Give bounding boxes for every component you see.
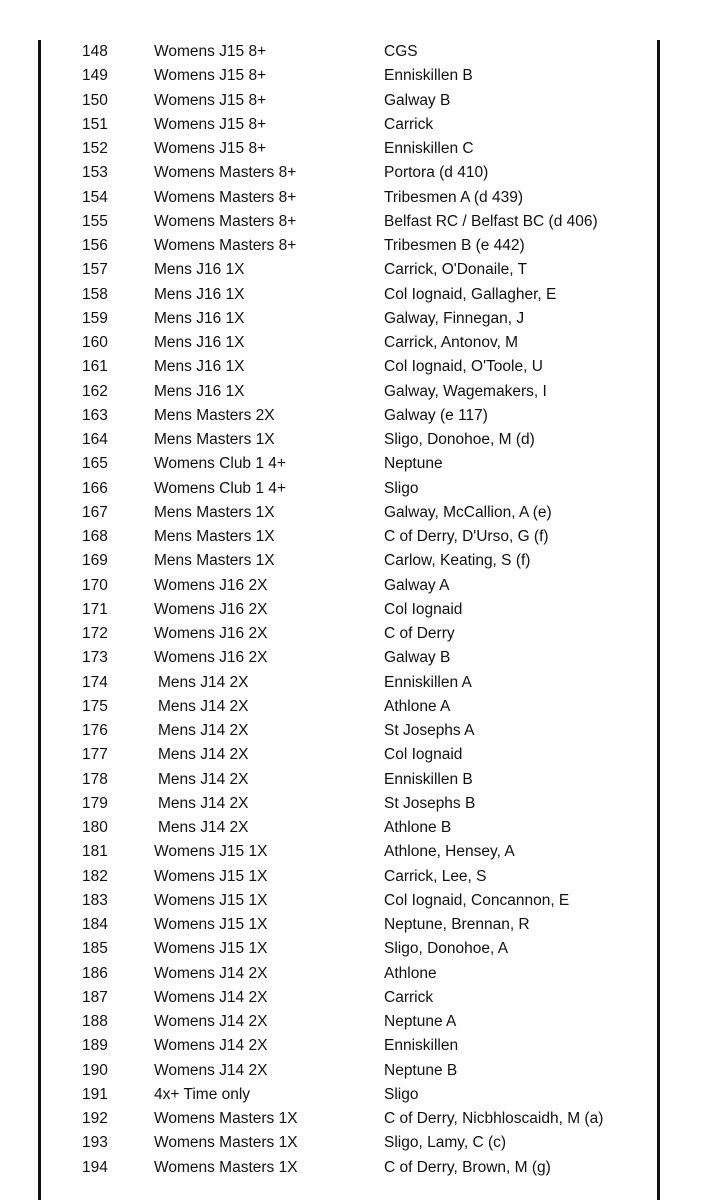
entry-event: Womens J16 2X [154, 576, 268, 594]
entry-row [0, 1010, 703, 1034]
entry-row [0, 840, 703, 864]
entry-row [0, 477, 703, 501]
entry-number: 170 [82, 576, 108, 594]
entry-event: Mens J14 2X [158, 770, 249, 788]
entry-event: Mens J14 2X [158, 819, 249, 836]
entry-event: Mens J14 2X [158, 697, 249, 715]
entry-number: 171 [82, 600, 108, 618]
entry-number: 166 [82, 479, 108, 497]
entry-number: 148 [82, 43, 108, 60]
entry-event: Womens Masters 8+ [154, 164, 297, 182]
entry-crew: Galway, McCallion, A (e) [384, 503, 552, 521]
entry-number: 169 [82, 552, 108, 570]
entry-crew: Enniskillen C [384, 140, 474, 157]
entry-crew: Tribesmen A (d 439) [384, 188, 523, 206]
entry-row [0, 186, 703, 210]
entry-event: Womens Masters 1X [154, 1134, 298, 1152]
entry-crew: Neptune [384, 455, 443, 473]
entry-event: Womens J15 1X [154, 867, 268, 885]
entry-event: Mens Masters 2X [154, 406, 275, 424]
entry-crew: Col Iognaid, Concannon, E [384, 891, 570, 909]
entry-event: Mens Masters 1X [154, 552, 275, 570]
entry-number: 149 [82, 67, 108, 85]
entry-number: 186 [82, 964, 108, 982]
entry-row [0, 137, 703, 161]
entry-row [0, 210, 703, 234]
entry-number: 167 [82, 503, 108, 521]
entry-number: 193 [82, 1134, 108, 1152]
entry-event: Mens J14 2X [158, 794, 249, 812]
entry-crew: Neptune B [384, 1061, 458, 1079]
entry-row [0, 331, 703, 355]
entry-crew: Sligo [384, 479, 419, 497]
entry-row [0, 525, 703, 549]
entry-number: 174 [82, 673, 108, 691]
entry-crew: Enniskillen B [384, 67, 473, 85]
entry-crew: C of Derry, D'Urso, G (f) [384, 528, 549, 545]
entry-number: 189 [82, 1037, 108, 1055]
entry-event: Womens Masters 8+ [154, 188, 297, 206]
entry-number: 151 [82, 115, 108, 133]
entry-crew: Athlone A [384, 697, 451, 715]
entry-event: Mens Masters 1X [154, 503, 275, 521]
entry-crew: Enniskillen [384, 1037, 459, 1055]
entry-crew: Galway A [384, 576, 450, 594]
entry-row [0, 574, 703, 598]
entry-event: Womens J15 1X [154, 843, 268, 861]
entry-crew: Enniskillen A [384, 673, 472, 691]
entry-event: Womens J14 2X [154, 1037, 268, 1055]
entry-number: 150 [82, 91, 108, 109]
entry-number: 163 [82, 406, 108, 424]
entry-number: 175 [82, 697, 108, 715]
entry-event: Mens J16 1X [154, 285, 245, 303]
entry-crew: Tribesmen B (e 442) [384, 237, 525, 254]
entry-number: 181 [82, 843, 108, 861]
entry-event: Womens J15 8+ [154, 67, 267, 85]
entry-number: 190 [82, 1061, 108, 1079]
entry-crew: Sligo, Lamy, C (c) [384, 1134, 507, 1152]
entry-crew: Carrick [384, 115, 434, 133]
entry-number: 157 [82, 261, 108, 279]
entry-crew: Col Iognaid, O'Toole, U [384, 358, 543, 376]
entry-row [0, 865, 703, 889]
entry-number: 188 [82, 1013, 108, 1030]
entry-event: Womens Masters 8+ [154, 237, 297, 254]
entry-row [0, 355, 703, 379]
entry-number: 180 [82, 819, 108, 836]
entry-number: 179 [82, 794, 108, 812]
entry-number: 158 [82, 285, 108, 303]
entry-number: 153 [82, 164, 108, 182]
entry-number: 168 [82, 528, 108, 545]
entry-number: 154 [82, 188, 108, 206]
entry-crew: St Josephs A [384, 722, 475, 739]
entry-event: Mens J16 1X [154, 358, 245, 376]
entry-row [0, 743, 703, 767]
entry-event: Womens Masters 8+ [154, 212, 297, 230]
entry-number: 185 [82, 940, 108, 958]
entry-crew: CGS [384, 43, 418, 60]
entry-number: 183 [82, 891, 108, 909]
entry-crew: Galway (e 117) [384, 406, 488, 424]
entry-row [0, 283, 703, 307]
entry-crew: Col Iognaid [384, 600, 463, 618]
entry-row [0, 598, 703, 622]
entry-crew: Galway B [384, 649, 451, 667]
entry-row [0, 404, 703, 428]
entry-event: Mens J16 1X [154, 334, 245, 351]
entry-event: Womens J15 8+ [154, 43, 267, 60]
entry-row [0, 161, 703, 185]
entry-event: 4x+ Time only [154, 1085, 251, 1103]
entry-row [0, 768, 703, 792]
entry-number: 191 [82, 1085, 108, 1103]
entry-row [0, 113, 703, 137]
entry-event: Mens Masters 1X [154, 528, 275, 545]
entry-row [0, 622, 703, 646]
entry-event: Womens J16 2X [154, 625, 268, 642]
entry-crew: Col Iognaid, Gallagher, E [384, 285, 557, 303]
entry-crew: Galway, Wagemakers, I [384, 382, 547, 400]
entry-event: Womens J14 2X [154, 964, 268, 982]
entry-crew: Carrick, Antonov, M [384, 334, 519, 351]
entry-row [0, 889, 703, 913]
entry-crew: Carlow, Keating, S (f) [384, 552, 531, 570]
entry-row [0, 40, 703, 64]
entry-number: 177 [82, 746, 108, 764]
entry-row [0, 380, 703, 404]
entry-number: 182 [82, 867, 108, 885]
entry-crew: Galway, Finnegan, J [384, 309, 525, 327]
entry-row [0, 1156, 703, 1180]
entry-row [0, 646, 703, 670]
entry-event: Mens J16 1X [154, 309, 245, 327]
entry-row [0, 1107, 703, 1131]
entry-row [0, 719, 703, 743]
entry-number: 184 [82, 916, 108, 933]
entry-event: Womens J16 2X [154, 649, 268, 667]
entry-number: 187 [82, 988, 108, 1006]
entry-event: Mens J14 2X [158, 673, 249, 691]
entry-number: 156 [82, 237, 108, 254]
entry-event: Womens J14 2X [154, 1013, 268, 1030]
entry-crew: Galway B [384, 91, 451, 109]
entry-event: Womens J14 2X [154, 988, 268, 1006]
entry-event: Womens J15 8+ [154, 91, 267, 109]
entry-number: 164 [82, 431, 108, 448]
entry-event: Womens Masters 1X [154, 1158, 298, 1176]
entry-event: Mens J14 2X [158, 746, 249, 764]
entry-crew: Sligo [384, 1085, 419, 1103]
entry-event: Womens J15 8+ [154, 140, 267, 157]
entry-row [0, 695, 703, 719]
entry-number: 152 [82, 140, 108, 157]
entry-row [0, 501, 703, 525]
entry-crew: Carrick, Lee, S [384, 867, 487, 885]
entry-crew: Belfast RC / Belfast BC (d 406) [384, 212, 598, 230]
entry-row [0, 816, 703, 840]
entry-row [0, 307, 703, 331]
entry-number: 178 [82, 770, 108, 788]
entry-crew: Col Iognaid [384, 746, 463, 764]
entry-row [0, 428, 703, 452]
entry-row [0, 549, 703, 573]
entry-row [0, 452, 703, 476]
entry-event: Womens J15 1X [154, 916, 268, 933]
entry-crew: Sligo, Donohoe, M (d) [384, 431, 535, 448]
entry-event: Womens J16 2X [154, 600, 268, 618]
entry-crew: Enniskillen B [384, 770, 473, 788]
entry-crew: C of Derry, Brown, M (g) [384, 1158, 551, 1176]
entry-crew: Portora (d 410) [384, 164, 489, 182]
entry-row [0, 1083, 703, 1107]
entry-number: 172 [82, 625, 108, 642]
entry-number: 162 [82, 382, 108, 400]
entry-row [0, 64, 703, 88]
entry-row [0, 1131, 703, 1155]
entry-number: 192 [82, 1110, 108, 1127]
entry-event: Womens J15 1X [154, 891, 268, 909]
entry-crew: Neptune A [384, 1013, 457, 1030]
entry-row [0, 1034, 703, 1058]
entry-number: 165 [82, 455, 108, 473]
entry-event: Womens J15 1X [154, 940, 268, 958]
entry-number: 160 [82, 334, 108, 351]
entry-event: Womens J14 2X [154, 1061, 268, 1079]
entry-crew: C of Derry, Nicbhloscaidh, M (a) [384, 1110, 604, 1127]
entry-crew: Athlone [384, 964, 437, 982]
entry-row [0, 962, 703, 986]
entry-row [0, 986, 703, 1010]
entry-event: Mens Masters 1X [154, 431, 275, 448]
entry-crew: Carrick [384, 988, 434, 1006]
entry-row [0, 1059, 703, 1083]
entry-event: Womens Masters 1X [154, 1110, 298, 1127]
entry-row [0, 937, 703, 961]
entry-number: 194 [82, 1158, 108, 1176]
entry-row [0, 671, 703, 695]
entry-row [0, 89, 703, 113]
entry-list [0, 40, 703, 1180]
entry-row [0, 234, 703, 258]
entry-crew: Athlone B [384, 819, 452, 836]
entry-event: Mens J16 1X [154, 261, 245, 279]
entry-crew: C of Derry [384, 625, 455, 642]
entry-number: 159 [82, 309, 108, 327]
entry-crew: St Josephs B [384, 794, 476, 812]
entry-crew: Neptune, Brennan, R [384, 916, 530, 933]
entry-event: Mens J14 2X [158, 722, 249, 739]
entry-number: 161 [82, 358, 108, 376]
entry-number: 155 [82, 212, 108, 230]
entry-crew: Carrick, O'Donaile, T [384, 261, 528, 279]
entry-crew: Athlone, Hensey, A [384, 843, 515, 861]
entry-event: Mens J16 1X [154, 382, 245, 400]
entry-event: Womens Club 1 4+ [154, 455, 286, 473]
entry-row [0, 258, 703, 282]
entry-number: 176 [82, 722, 108, 739]
entry-crew: Sligo, Donohoe, A [384, 940, 509, 958]
entry-event: Womens Club 1 4+ [154, 479, 286, 497]
entry-event: Womens J15 8+ [154, 115, 267, 133]
entry-row [0, 792, 703, 816]
entry-number: 173 [82, 649, 108, 667]
entry-row [0, 913, 703, 937]
